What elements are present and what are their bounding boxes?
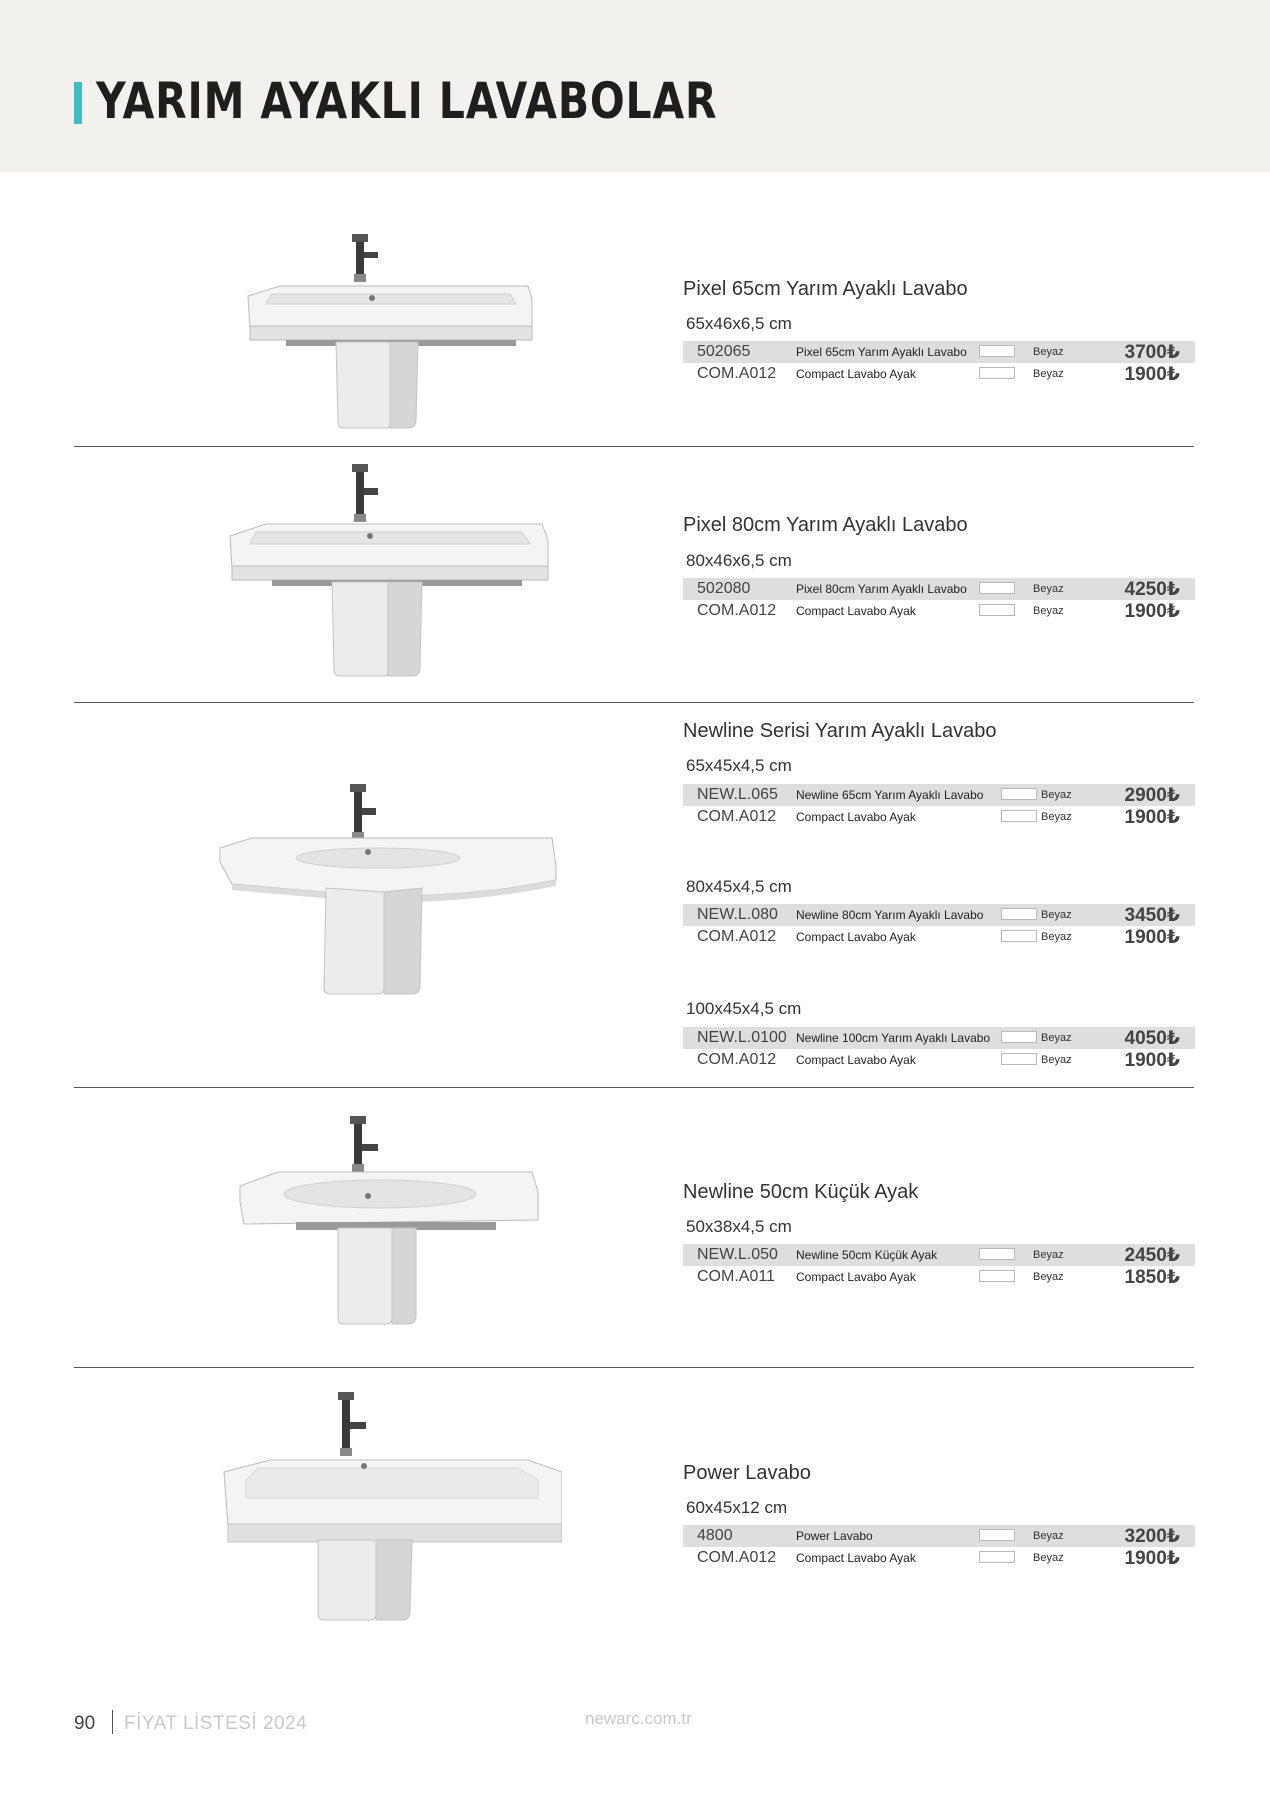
price-row	[683, 341, 1195, 363]
price: 1900₺	[1124, 807, 1180, 828]
price: 1900₺	[1124, 927, 1180, 948]
pixel-65-basin-image	[240, 230, 540, 430]
product-code: 502065	[697, 343, 751, 360]
section-divider	[74, 446, 1194, 447]
size-text: 80x45x4,5 cm	[686, 877, 792, 896]
color-swatch	[979, 367, 1015, 379]
price: 4250₺	[1124, 579, 1180, 600]
price: 1850₺	[1124, 1267, 1180, 1288]
color-name: Beyaz	[1041, 909, 1072, 921]
price: 3700₺	[1124, 342, 1180, 363]
price: 1900₺	[1124, 1050, 1180, 1071]
color-name: Beyaz	[1033, 1271, 1064, 1283]
color-name: Beyaz	[1033, 583, 1064, 595]
color-swatch	[979, 582, 1015, 594]
footer-separator	[112, 1710, 113, 1734]
pixel-80-basin-image	[226, 460, 556, 680]
color-swatch	[979, 1551, 1015, 1563]
color-name: Beyaz	[1033, 1530, 1064, 1542]
product-desc: Compact Lavabo Ayak	[796, 810, 916, 824]
title-accent-bar	[74, 82, 82, 124]
product-code: NEW.L.050	[697, 1246, 778, 1263]
product-name: Pixel 65cm Yarım Ayaklı Lavabo	[683, 278, 968, 300]
price-row	[683, 1547, 1195, 1569]
price: 3450₺	[1124, 905, 1180, 926]
color-swatch	[1001, 908, 1037, 920]
price-table	[683, 784, 1195, 828]
product-code: COM.A012	[697, 365, 777, 382]
price-row	[683, 1266, 1195, 1288]
color-swatch	[979, 1248, 1015, 1260]
color-swatch	[1001, 930, 1037, 942]
color-name: Beyaz	[1041, 811, 1072, 823]
price-row	[683, 806, 1195, 828]
price-row	[683, 1049, 1195, 1071]
size-text: 100x45x4,5 cm	[686, 999, 802, 1018]
product-desc: Newline 100cm Yarım Ayaklı Lavabo	[796, 1031, 991, 1045]
color-swatch	[1001, 788, 1037, 800]
price: 4050₺	[1124, 1028, 1180, 1049]
footer-label: FİYAT LİSTESİ 2024	[124, 1713, 308, 1734]
product-code: COM.A012	[697, 928, 777, 945]
newline-50-basin-image	[236, 1112, 546, 1332]
size-text: 50x38x4,5 cm	[686, 1217, 792, 1236]
size-text: 65x46x6,5 cm	[686, 314, 792, 333]
price: 2900₺	[1124, 785, 1180, 806]
color-swatch	[979, 604, 1015, 616]
newline-basin-image	[218, 780, 558, 1000]
product-desc: Power Lavabo	[796, 1529, 873, 1543]
color-name: Beyaz	[1041, 789, 1072, 801]
section-divider	[74, 1087, 1194, 1088]
size-text: 80x46x6,5 cm	[686, 551, 792, 570]
color-name: Beyaz	[1033, 1249, 1064, 1261]
product-desc: Pixel 65cm Yarım Ayaklı Lavabo	[796, 345, 967, 359]
price-table	[683, 1244, 1195, 1288]
price-table	[683, 904, 1195, 948]
product-code: 4800	[697, 1527, 733, 1544]
price-table	[683, 578, 1195, 622]
product-code: COM.A012	[697, 1051, 777, 1068]
price-table	[683, 341, 1195, 385]
page-title: YARIM AYAKLI LAVABOLAR	[96, 72, 718, 130]
price-row	[683, 784, 1195, 806]
product-desc: Compact Lavabo Ayak	[796, 1270, 916, 1284]
color-swatch	[979, 1529, 1015, 1541]
color-name: Beyaz	[1033, 346, 1064, 358]
color-name: Beyaz	[1033, 368, 1064, 380]
color-name: Beyaz	[1041, 1054, 1072, 1066]
product-desc: Pixel 80cm Yarım Ayaklı Lavabo	[796, 582, 967, 596]
product-code: COM.A012	[697, 602, 777, 619]
product-desc: Newline 80cm Yarım Ayaklı Lavabo	[796, 908, 984, 922]
product-desc: Compact Lavabo Ayak	[796, 1053, 916, 1067]
price-row	[683, 578, 1195, 600]
section-divider	[74, 702, 1194, 703]
price: 1900₺	[1124, 1548, 1180, 1569]
color-name: Beyaz	[1033, 605, 1064, 617]
color-swatch	[1001, 1053, 1037, 1065]
color-swatch	[1001, 1031, 1037, 1043]
price: 1900₺	[1124, 364, 1180, 385]
product-desc: Compact Lavabo Ayak	[796, 604, 916, 618]
product-code: COM.A011	[697, 1268, 775, 1285]
price-row	[683, 904, 1195, 926]
power-basin-image	[222, 1388, 562, 1628]
product-code: COM.A012	[697, 1549, 777, 1566]
product-desc: Compact Lavabo Ayak	[796, 1551, 916, 1565]
product-desc: Newline 50cm Küçük Ayak	[796, 1248, 938, 1262]
color-name: Beyaz	[1033, 1552, 1064, 1564]
color-swatch	[1001, 810, 1037, 822]
price: 3200₺	[1124, 1526, 1180, 1547]
price-row	[683, 1244, 1195, 1266]
price-row	[683, 600, 1195, 622]
section-divider	[74, 1367, 1194, 1368]
price-table	[683, 1525, 1195, 1569]
product-desc: Compact Lavabo Ayak	[796, 367, 916, 381]
color-name: Beyaz	[1041, 931, 1072, 943]
size-text: 60x45x12 cm	[686, 1498, 788, 1517]
product-name: Power Lavabo	[683, 1462, 811, 1484]
product-code: COM.A012	[697, 808, 777, 825]
size-text: 65x45x4,5 cm	[686, 756, 792, 775]
product-name: Pixel 80cm Yarım Ayaklı Lavabo	[683, 514, 968, 536]
price-table	[683, 1027, 1195, 1071]
price: 1900₺	[1124, 601, 1180, 622]
product-code: NEW.L.080	[697, 906, 778, 923]
footer-url[interactable]: newarc.com.tr	[585, 1709, 692, 1728]
price: 2450₺	[1124, 1245, 1180, 1266]
page-number: 90	[74, 1713, 96, 1734]
color-name: Beyaz	[1041, 1032, 1072, 1044]
color-swatch	[979, 345, 1015, 357]
product-code: NEW.L.0100	[697, 1029, 787, 1046]
product-desc: Compact Lavabo Ayak	[796, 930, 916, 944]
price-row	[683, 363, 1195, 385]
price-row	[683, 926, 1195, 948]
price-row	[683, 1525, 1195, 1547]
product-code: NEW.L.065	[697, 786, 778, 803]
product-code: 502080	[697, 580, 751, 597]
product-desc: Newline 65cm Yarım Ayaklı Lavabo	[796, 788, 984, 802]
price-row	[683, 1027, 1195, 1049]
product-name: Newline Serisi Yarım Ayaklı Lavabo	[683, 720, 997, 742]
color-swatch	[979, 1270, 1015, 1282]
product-name: Newline 50cm Küçük Ayak	[683, 1181, 919, 1203]
